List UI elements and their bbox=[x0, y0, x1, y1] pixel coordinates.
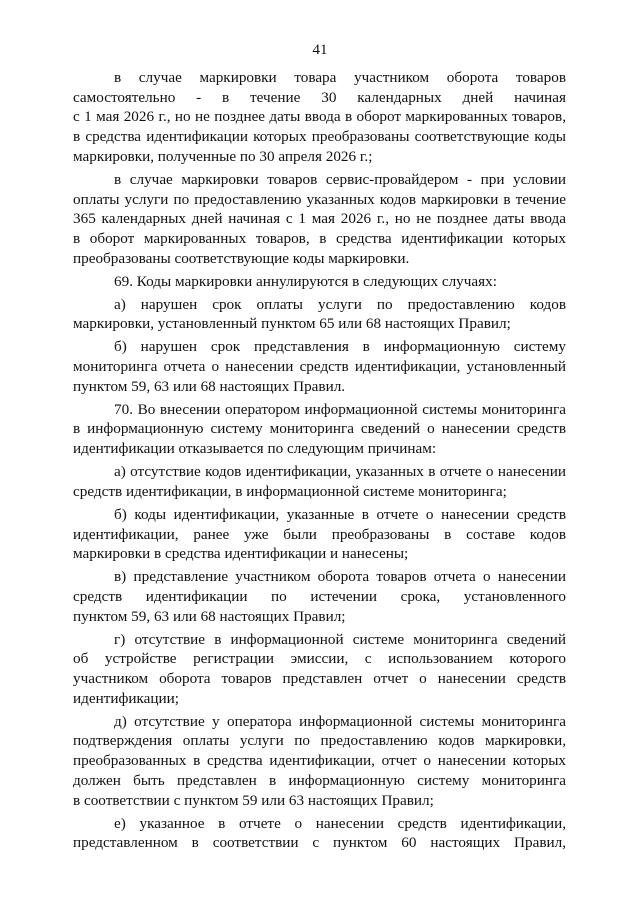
text-line: в информационную систему мониторинга сведений о нанесении средств bbox=[73, 420, 566, 438]
paragraph bbox=[73, 814, 566, 853]
text-line: участником оборота товаров представлен отчет о нанесении средств bbox=[73, 670, 566, 688]
paragraph bbox=[73, 295, 566, 334]
text-line: мониторинга отчета о нанесении средств идентификации, установленный bbox=[73, 358, 566, 376]
paragraph bbox=[73, 505, 566, 564]
text-line: 69. Коды маркировки аннулируются в следующих случаях: bbox=[114, 272, 497, 290]
text-line: идентификации отказывается по следующим причинам: bbox=[73, 440, 437, 458]
text-line: в случае маркировки товаров сервис-провайдером - при условии bbox=[114, 170, 566, 188]
text-line: должен быть представлен в информационную систему мониторинга bbox=[73, 771, 566, 789]
text-line: с 1 мая 2026 г., но не позднее даты ввода в оборот маркированных товаров, bbox=[73, 108, 566, 126]
text-line: а) нарушен срок оплаты услуги по предоставлению кодов bbox=[114, 295, 566, 313]
text-line: 70. Во внесении оператором информационной системы мониторинга bbox=[114, 400, 566, 418]
paragraph bbox=[73, 400, 566, 459]
text-line: пунктом 59, 63 или 68 настоящих Правил. bbox=[73, 377, 346, 395]
text-line: представленном в соответствии с пунктом 60 настоящих Правил, bbox=[73, 834, 566, 852]
text-line: г) отсутствие в информационной системе мониторинга сведений bbox=[114, 630, 566, 648]
text-line: д) отсутствие у оператора информационной системы мониторинга bbox=[114, 712, 566, 730]
paragraph bbox=[73, 630, 566, 709]
text-line: подтверждения оплаты услуги по предоставлению кодов маркировки, bbox=[73, 732, 566, 750]
text-line: маркировки в средства идентификации и нанесены; bbox=[73, 545, 409, 563]
text-line: б) коды идентификации, указанные в отчете о нанесении средств bbox=[114, 505, 566, 523]
text-line: е) указанное в отчете о нанесении средств идентификации, bbox=[114, 814, 566, 832]
text-line: об устройстве регистрации эмиссии, с использованием которого bbox=[73, 650, 566, 668]
paragraph bbox=[73, 170, 566, 269]
text-line: б) нарушен срок представления в информационную систему bbox=[114, 338, 566, 356]
text-line: 365 календарных дней начиная с 1 мая 2026 г., но не позднее даты ввода bbox=[73, 210, 566, 228]
paragraph bbox=[73, 462, 566, 501]
text-line: средств идентификации по истечении срока, установленного bbox=[73, 587, 566, 605]
text-line: маркировки, полученные по 30 апреля 2026 г.; bbox=[73, 147, 373, 165]
text-line: маркировки, установленный пунктом 65 или 68 настоящих Правил; bbox=[73, 315, 511, 333]
text-line: преобразованы соответствующие коды маркировки. bbox=[73, 249, 410, 267]
text-line: преобразованных в средства идентификации, отчет о нанесении которых bbox=[73, 752, 566, 770]
page-number: 41 bbox=[312, 42, 328, 58]
paragraph bbox=[73, 272, 566, 292]
paragraph bbox=[73, 68, 566, 167]
text-line: оплаты услуги по предоставлению указанных кодов маркировки в течение bbox=[73, 190, 566, 208]
text-line: в средства идентификации которых преобразованы соответствующие коды bbox=[73, 128, 566, 146]
text-line: самостоятельно - в течение 30 календарных дней начиная bbox=[73, 88, 566, 106]
text-line: средств идентификации, в информационной системе мониторинга; bbox=[73, 482, 507, 500]
text-line: в) представление участником оборота товаров отчета о нанесении bbox=[114, 568, 566, 586]
paragraph bbox=[73, 337, 566, 396]
text-line: в оборот маркированных товаров, в средства идентификации которых bbox=[73, 229, 566, 247]
text-line: идентификации, ранее уже были преобразованы в составе кодов bbox=[73, 525, 566, 543]
text-line: а) отсутствие кодов идентификации, указанных в отчете о нанесении bbox=[114, 463, 566, 481]
paragraph bbox=[73, 712, 566, 811]
text-line: идентификации; bbox=[73, 689, 179, 707]
text-line: в случае маркировки товара участником оборота товаров bbox=[114, 69, 566, 86]
text-line: в соответствии с пунктом 59 или 63 настоящих Правил; bbox=[73, 791, 434, 809]
document-body bbox=[73, 68, 566, 856]
paragraph bbox=[73, 567, 566, 626]
text-line: пунктом 59, 63 или 68 настоящих Правил; bbox=[73, 607, 346, 625]
